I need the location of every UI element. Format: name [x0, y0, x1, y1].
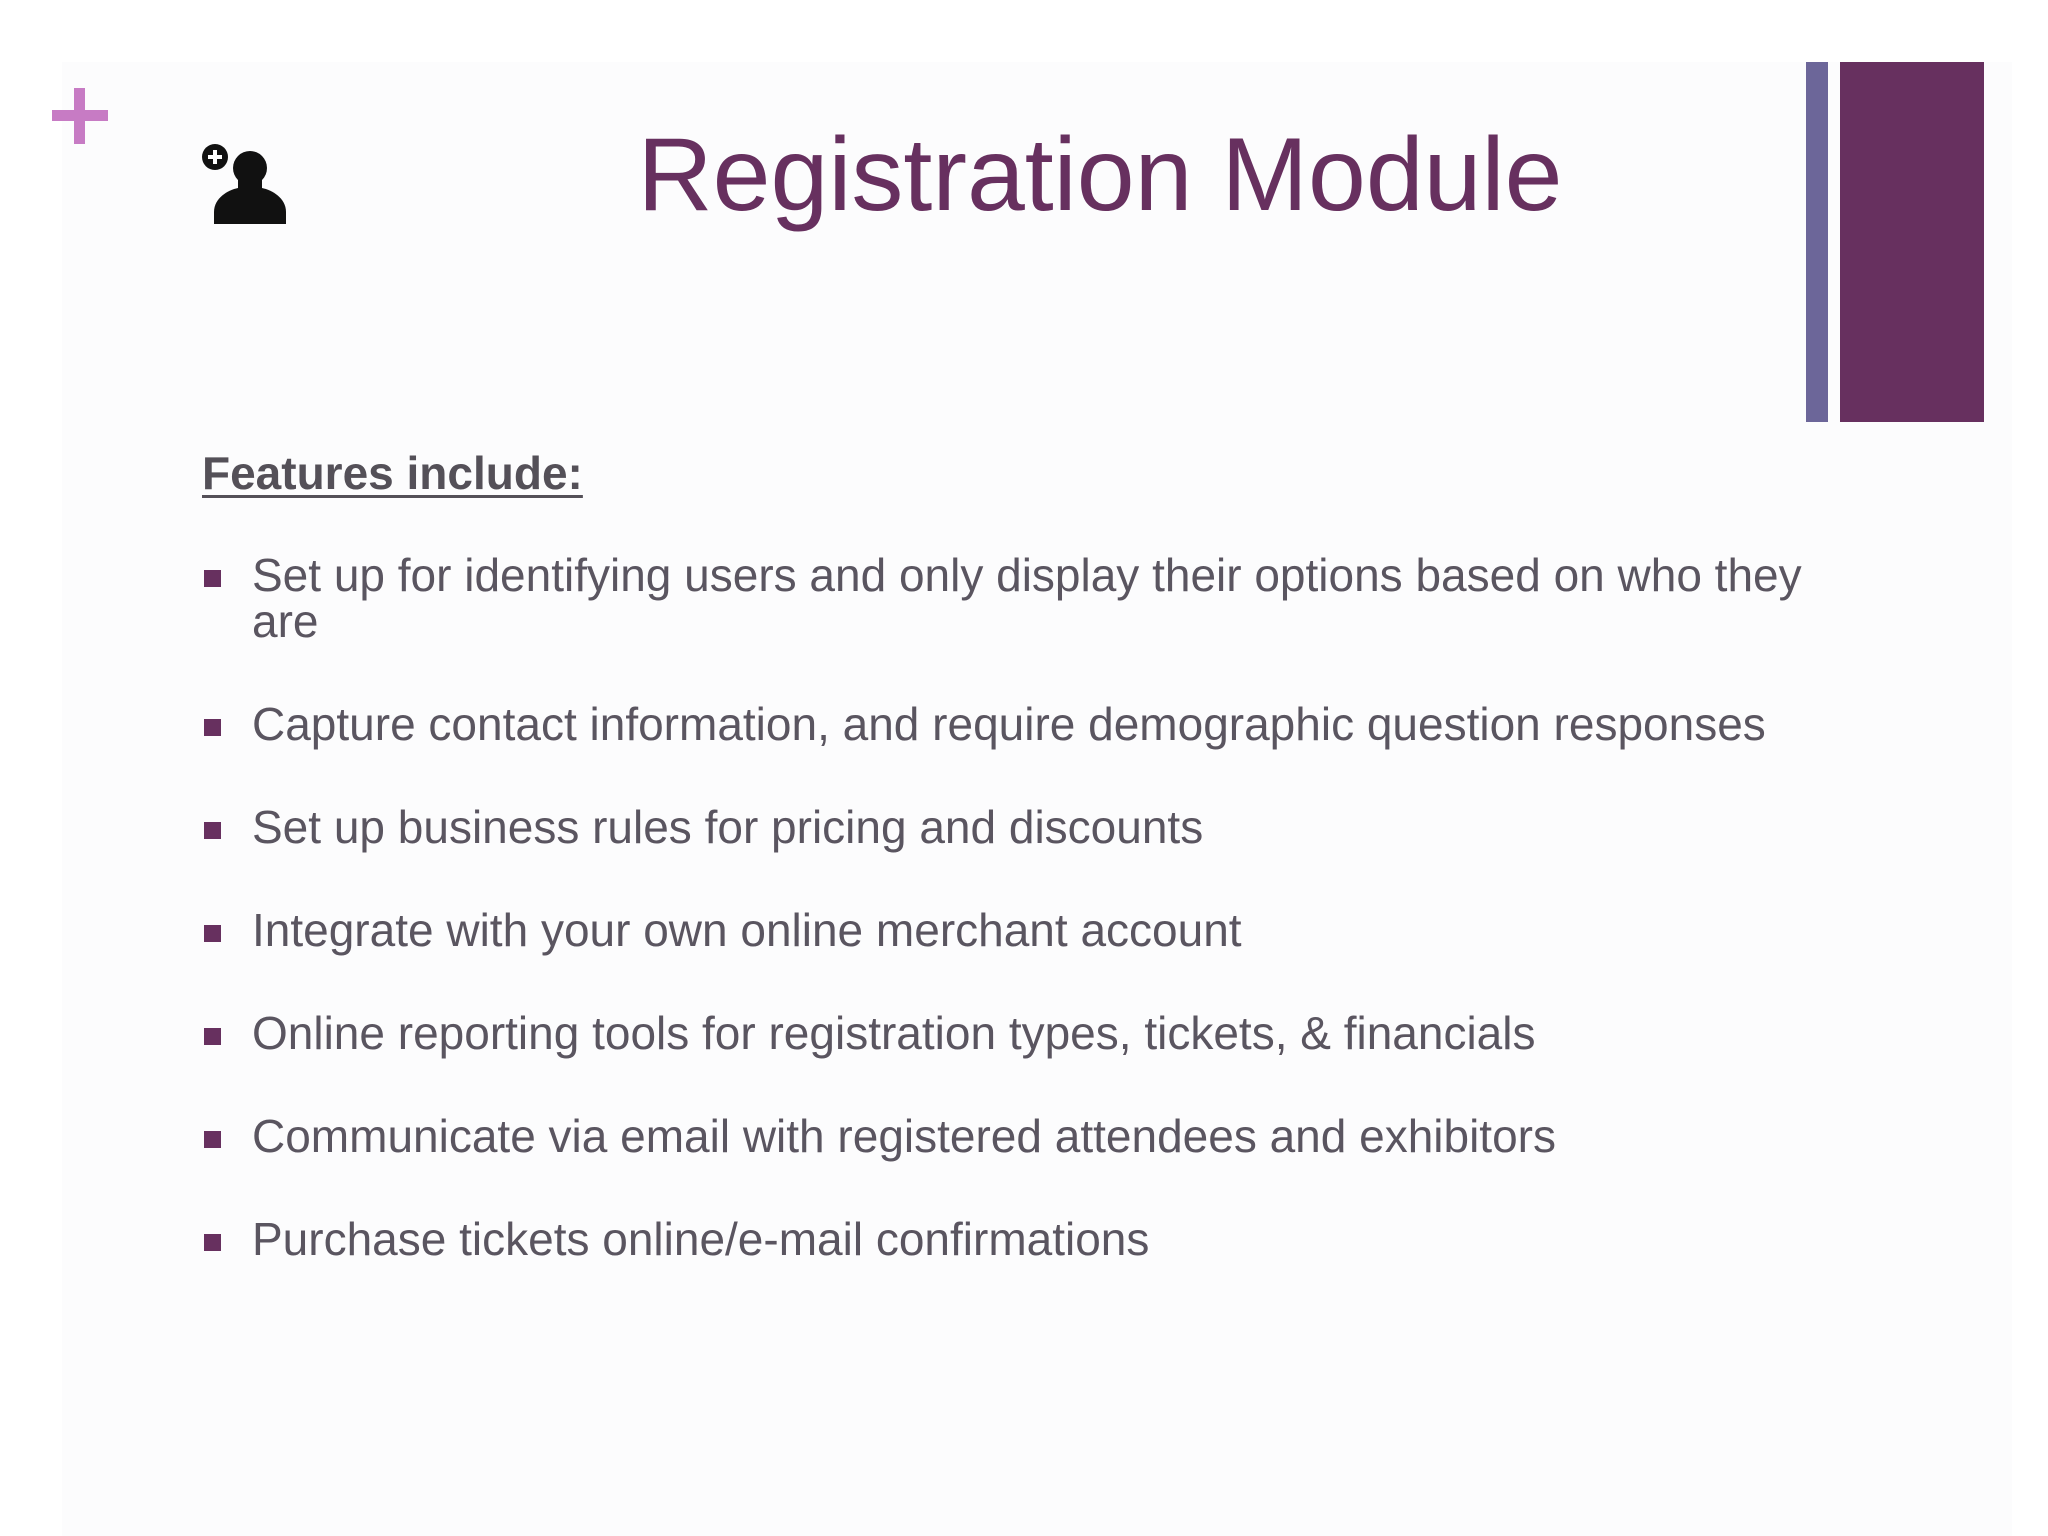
feature-item [202, 1213, 1802, 1265]
bullet-square-icon [204, 925, 221, 942]
page-title: Registration Module [637, 117, 1563, 233]
plus-icon [52, 88, 108, 144]
feature-text: Set up for identifying users and only display their options based on who they are [252, 549, 1802, 647]
feature-text: Communicate via email with registered attendees and exhibitors [252, 1110, 1556, 1162]
feature-item [202, 1007, 1802, 1059]
feature-item [202, 801, 1802, 853]
accent-bar-thin [1806, 62, 1828, 422]
feature-item [202, 698, 1802, 750]
bullet-square-icon [204, 1131, 221, 1148]
feature-item [202, 904, 1802, 956]
feature-text: Set up business rules for pricing and discounts [252, 801, 1204, 853]
bullet-square-icon [204, 1028, 221, 1045]
add-user-icon [200, 142, 292, 224]
feature-item [202, 1110, 1802, 1162]
bullet-square-icon [204, 1234, 221, 1251]
accent-bar-wide [1840, 62, 1984, 422]
features-heading: Features include: [202, 447, 583, 499]
feature-text: Capture contact information, and require demographic question responses [252, 698, 1766, 750]
feature-text: Purchase tickets online/e-mail confirmations [252, 1213, 1150, 1265]
bullet-square-icon [204, 719, 221, 736]
feature-list [202, 549, 1802, 1319]
feature-text: Integrate with your own online merchant account [252, 904, 1242, 956]
bullet-square-icon [204, 570, 221, 587]
feature-text: Online reporting tools for registration types, tickets, & financials [252, 1007, 1536, 1059]
feature-item [202, 549, 1802, 647]
bullet-square-icon [204, 822, 221, 839]
